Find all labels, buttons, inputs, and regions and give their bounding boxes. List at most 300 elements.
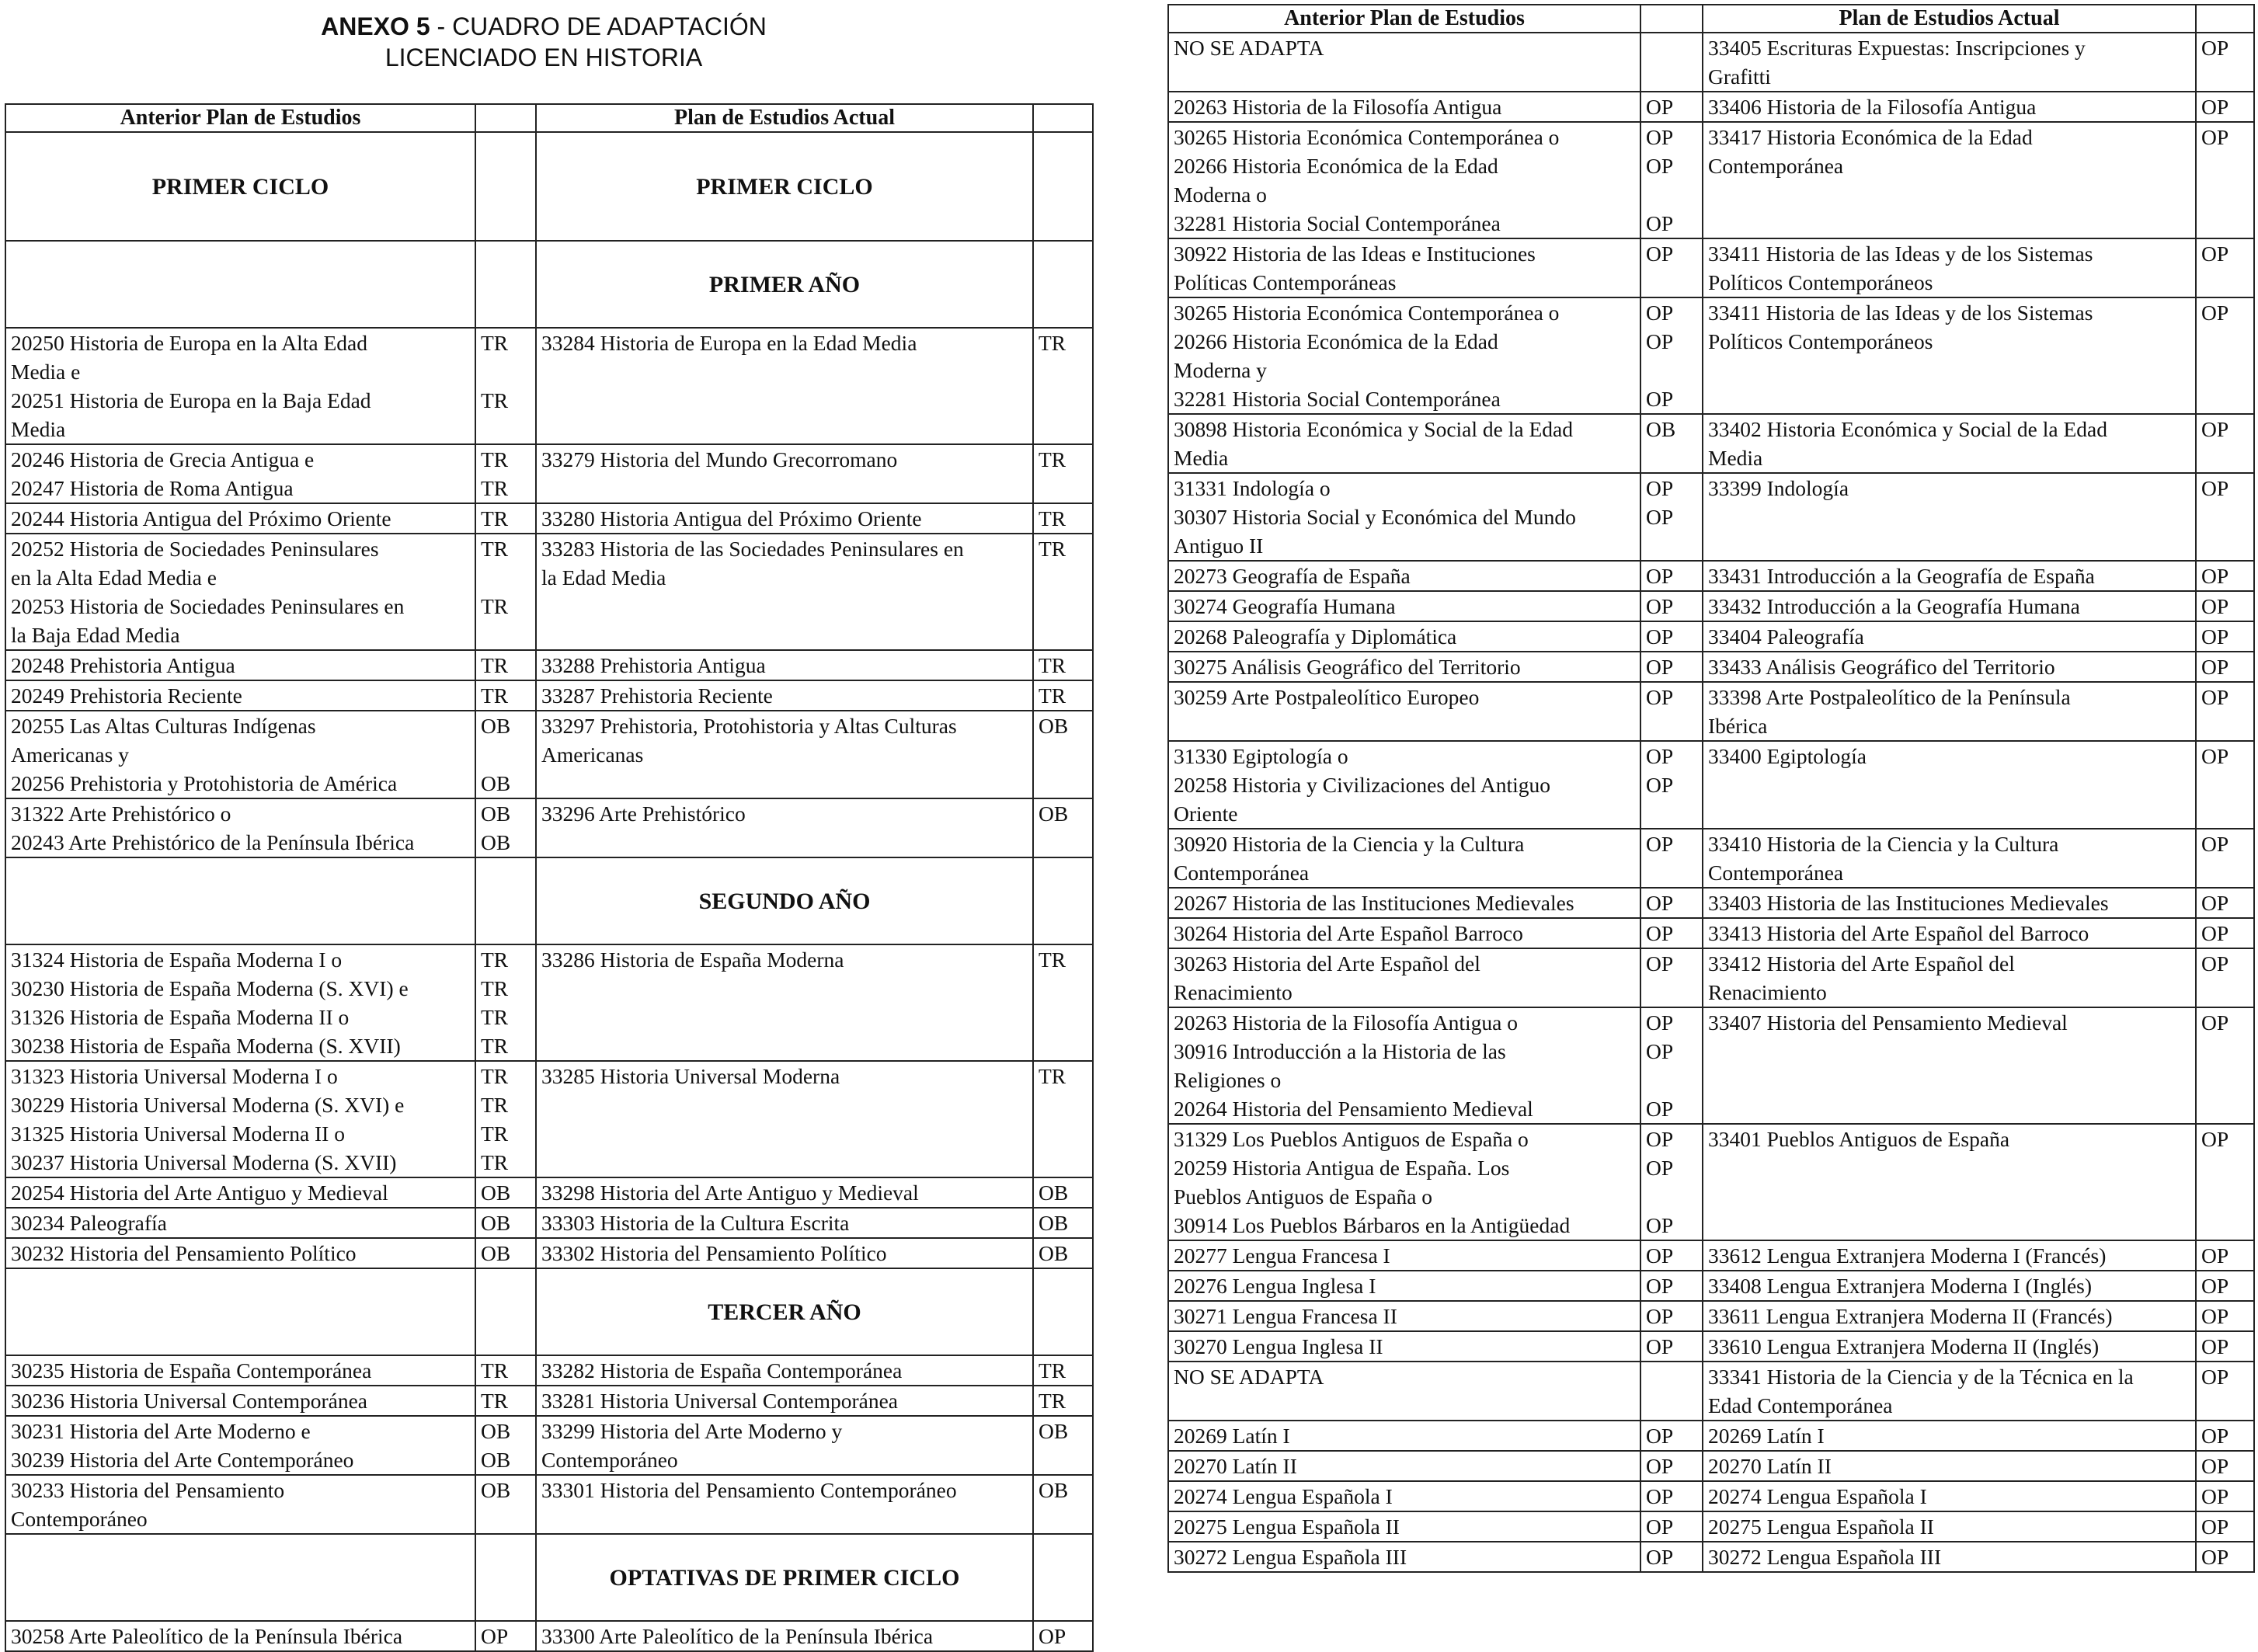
old-subjects-cell [1168,92,1640,122]
old-type-cell [1640,92,1703,122]
old-type-code: TR [481,1358,509,1382]
new-subject-cell [536,1416,1033,1475]
old-type-code: OB [481,1211,511,1235]
old-subjects-cell [5,798,475,857]
new-subject-line: 33417 Historia Económica de la Edad [1708,125,2033,149]
old-type-code: OP [1646,476,1674,500]
new-subject-cell [536,1061,1033,1177]
new-type-code: OP [2201,1424,2229,1448]
new-type-cell [1033,944,1093,1061]
old-subject-line: 32281 Historia Social Contemporánea [1174,387,1501,411]
new-subject-line: Políticos Contemporáneos [1708,329,1933,353]
new-subject-line: 33283 Historia de las Sociedades Peninsulares en [541,537,964,561]
old-subjects-cell [1168,682,1640,741]
old-type-code [1646,180,1697,209]
new-type-code: TR [1039,1064,1066,1088]
new-type-code: OB [1039,1241,1069,1265]
new-subject-line: 33288 Prehistoria Antigua [541,653,766,677]
old-subject-line: Políticas Contemporáneas [1174,270,1397,294]
table-row [1168,473,2254,561]
old-type-code: OB [1646,417,1676,441]
new-subject-cell [1703,1240,2196,1271]
old-subject-line: 20252 Historia de Sociedades Peninsulares [11,537,379,561]
new-type-header [1033,104,1093,132]
old-type-code: OP [1646,1515,1674,1539]
old-type-code: TR [481,653,509,677]
old-type-code: OP [1646,1243,1674,1268]
new-subject-cell [536,944,1033,1061]
table-row [5,1621,1093,1651]
new-subject-cell [1703,1542,2196,1572]
new-subject-line: 33411 Historia de las Ideas y de los Sistemas [1708,242,2093,266]
table-row [5,1061,1093,1177]
old-subject-line: Renacimiento [1174,980,1293,1004]
old-subjects-cell [1168,238,1640,297]
table-row [5,503,1093,534]
new-subject-cell [1703,1007,2196,1124]
old-type-code: OP [1646,655,1674,679]
new-type-cell [1033,1475,1093,1534]
old-type-code: TR [481,1150,509,1174]
new-type-code: TR [1039,447,1066,471]
old-subject-line: 31322 Arte Prehistórico o [11,802,231,826]
new-subject-line: 33404 Paleografía [1708,624,1864,649]
old-type-cell [1640,948,1703,1007]
new-subject-cell [1703,621,2196,652]
old-type-cell [1640,33,1703,92]
table-row [1168,238,2254,297]
new-subject-line: 33408 Lengua Extranjera Moderna I (Inglés) [1708,1274,2093,1298]
old-subject-line: 20248 Prehistoria Antigua [11,653,235,677]
new-type-code: OP [2201,564,2229,588]
old-type-code [1646,443,1697,472]
old-subject-line: 30898 Historia Económica y Social de la Edad [1174,417,1573,441]
new-plan-header: Plan de Estudios Actual [536,104,1033,132]
old-type-code: TR [481,1005,509,1029]
new-subject-line: 33341 Historia de la Ciencia y de la Técnica en la [1708,1365,2134,1389]
table-row [1168,1451,2254,1481]
table-row [1168,829,2254,888]
old-type-code: OB [481,1181,511,1205]
old-type-cell [475,503,536,534]
new-subject-cell [1703,888,2196,918]
old-subject-line: en la Alta Edad Media e [11,565,217,590]
new-subject-cell [1703,92,2196,122]
old-type-code: OP [1646,832,1674,856]
old-type-code [1646,1182,1697,1211]
old-type-code: OP [1646,1039,1674,1063]
new-plan-header: Plan de Estudios Actual [1703,5,2196,33]
old-subject-line: 20251 Historia de Europa en la Baja Edad [11,388,371,412]
new-type-cell [1033,650,1093,680]
new-subject-line: 33407 Historia del Pensamiento Medieval [1708,1010,2068,1035]
old-type-code: OP [1646,951,1674,976]
old-type-cell [1640,652,1703,682]
section-row [5,1268,1093,1355]
section-label: PRIMER CICLO [536,132,1033,241]
new-subject-cell [1703,1331,2196,1362]
section-spacer [475,1534,536,1621]
new-subject-line: Media [1708,446,1763,470]
new-type-code: OP [1039,1624,1066,1648]
new-subject-cell [536,798,1033,857]
right-table-body [1168,33,2254,1572]
new-subject-cell [1703,741,2196,829]
old-subject-line: 30265 Historia Económica Contemporánea o [1174,301,1560,325]
new-subject-line: 33286 Historia de España Moderna [541,948,844,972]
old-type-cell [1640,297,1703,414]
new-subject-line: 33611 Lengua Extranjera Moderna II (Francés) [1708,1304,2113,1328]
old-subjects-cell [1168,1301,1640,1331]
new-type-code: OP [2201,1304,2229,1328]
old-subject-line: 20258 Historia y Civilizaciones del Antiguo [1174,773,1551,797]
new-subject-line: 33400 Egiptología [1708,744,1867,768]
new-type-code: TR [1039,506,1066,530]
table-row [1168,1421,2254,1451]
new-subject-line: Contemporánea [1708,861,1844,885]
section-spacer [1033,1268,1093,1355]
table-row [5,328,1093,444]
table-row [5,1386,1093,1416]
table-row [1168,297,2254,414]
old-subject-line: 30230 Historia de España Moderna (S. XVI) e [11,976,409,1000]
old-type-code [481,1504,531,1533]
new-type-cell [2196,652,2254,682]
old-type-header [475,104,536,132]
old-subject-line: Oriente [1174,802,1238,826]
old-plan-header: Anterior Plan de Estudios [1168,5,1640,33]
old-type-code: TR [481,506,509,530]
new-type-cell [1033,444,1093,503]
old-type-cell [475,1416,536,1475]
new-type-cell [1033,1177,1093,1208]
new-subject-cell [1703,1301,2196,1331]
new-subject-cell [1703,1124,2196,1240]
old-subjects-cell [1168,1362,1640,1421]
new-type-header [2196,5,2254,33]
old-subject-line: Religiones o [1174,1068,1282,1092]
table-row [1168,1240,2254,1271]
old-subject-line: 30234 Paleografía [11,1211,167,1235]
old-type-code: TR [481,1034,509,1058]
old-subjects-cell [5,1355,475,1386]
new-subject-line: 33284 Historia de Europa en la Edad Media [541,331,917,355]
old-subjects-cell [1168,297,1640,414]
old-subjects-cell [1168,948,1640,1007]
new-type-cell [2196,1451,2254,1481]
old-type-code: OP [1646,1484,1674,1508]
new-subject-cell [1703,1451,2196,1481]
table-row [5,680,1093,711]
table-row [1168,1301,2254,1331]
section-row [5,132,1093,241]
table-row [1168,888,2254,918]
table-row [5,650,1093,680]
old-subject-line: Media [11,417,66,441]
adaptation-table-left [5,103,1094,1652]
new-type-cell [2196,948,2254,1007]
new-type-cell [2196,92,2254,122]
old-type-code [1646,858,1697,887]
table-row [1168,682,2254,741]
old-subjects-cell [1168,621,1640,652]
new-subject-line: 33432 Introducción a la Geografía Humana [1708,594,2080,618]
new-subject-cell [1703,829,2196,888]
new-type-cell [2196,1124,2254,1240]
old-type-code: OB [481,771,511,795]
old-type-code: OP [1646,594,1674,618]
document-title [194,11,893,73]
new-type-code: OB [1039,1419,1069,1443]
new-subject-line: Políticos Contemporáneos [1708,270,1933,294]
table-row [5,1416,1093,1475]
new-type-cell [2196,1007,2254,1124]
old-subjects-cell [5,1238,475,1268]
new-type-code: OB [1039,1211,1069,1235]
new-subject-line: 33431 Introducción a la Geografía de España [1708,564,2095,588]
old-type-code [481,563,531,592]
new-subject-cell [536,1621,1033,1651]
new-type-code: OP [2201,476,2229,500]
old-type-code: OP [1646,685,1674,709]
old-subjects-cell [5,1416,475,1475]
new-subject-cell [536,1386,1033,1416]
table-row [5,944,1093,1061]
new-type-cell [2196,1362,2254,1421]
section-spacer [475,857,536,944]
old-type-code: TR [481,1389,509,1413]
new-type-cell [1033,1238,1093,1268]
table-row [5,534,1093,650]
old-type-code [481,357,531,386]
old-subject-line: Americanas y [11,743,129,767]
old-type-code: TR [481,1093,509,1117]
old-type-cell [1640,682,1703,741]
old-subject-line: NO SE ADAPTA [1174,36,1324,60]
new-subject-line: 33411 Historia de las Ideas y de los Sistemas [1708,301,2093,325]
new-type-cell [1033,503,1093,534]
old-subjects-cell [5,503,475,534]
old-type-code [1646,356,1697,384]
old-type-code: OP [1646,744,1674,768]
old-type-code: OB [481,802,511,826]
old-subjects-cell [1168,918,1640,948]
old-type-code: OP [1646,95,1674,119]
new-type-cell [1033,1386,1093,1416]
old-type-code: TR [481,537,509,561]
old-subjects-cell [1168,1271,1640,1301]
old-subject-line: 31331 Indología o [1174,476,1331,500]
old-type-code: TR [481,594,509,618]
old-subject-line: Contemporáneo [11,1507,148,1531]
old-type-cell [475,328,536,444]
annex-label: ANEXO 5 [321,12,430,40]
old-type-code: OP [1646,1010,1674,1035]
new-subject-line: 20270 Latín II [1708,1454,1832,1478]
old-subject-line: 20250 Historia de Europa en la Alta Edad [11,331,367,355]
old-subjects-cell [5,1208,475,1238]
old-type-code: OP [1646,921,1674,945]
new-subject-cell [1703,1511,2196,1542]
title-line-1 [194,11,893,42]
old-type-cell [1640,888,1703,918]
old-subject-line: 30916 Introducción a la Historia de las [1174,1039,1506,1063]
new-type-code: OP [2201,921,2229,945]
old-subjects-cell [5,534,475,650]
old-subject-line: Antiguo II [1174,534,1264,558]
old-subjects-cell [5,680,475,711]
old-type-cell [1640,1421,1703,1451]
old-subject-line: 30229 Historia Universal Moderna (S. XVI) e [11,1093,405,1117]
section-label: SEGUNDO AÑO [536,857,1033,944]
section-label: OPTATIVAS DE PRIMER CICLO [536,1534,1033,1621]
old-subjects-cell [1168,829,1640,888]
old-type-code: OP [1646,505,1674,529]
old-subject-line: 31329 Los Pueblos Antiguos de España o [1174,1127,1529,1151]
new-subject-line: 33406 Historia de la Filosofía Antigua [1708,95,2037,119]
old-subjects-cell [1168,1421,1640,1451]
new-type-code: OP [2201,891,2229,915]
old-type-code: TR [481,388,509,412]
old-subjects-cell [5,328,475,444]
table-row [5,444,1093,503]
old-subject-line: 30265 Historia Económica Contemporánea o [1174,125,1560,149]
new-type-code: OP [2201,655,2229,679]
table-row [5,1475,1093,1534]
new-subject-line: 33399 Indología [1708,476,1849,500]
new-type-cell [2196,1542,2254,1572]
old-subject-line: 20254 Historia del Arte Antiguo y Medieval [11,1181,388,1205]
old-type-code: TR [481,948,509,972]
old-type-code: OP [1646,301,1674,325]
old-subject-line: 20259 Historia Antigua de España. Los [1174,1156,1510,1180]
new-subject-cell [1703,238,2196,297]
new-type-cell [1033,328,1093,444]
old-subject-line: 20243 Arte Prehistórico de la Península Ibérica [11,830,415,854]
new-subject-line: Contemporáneo [541,1448,678,1472]
new-type-code: OP [2201,125,2229,149]
old-type-code: OP [1646,1334,1674,1358]
old-type-code [481,415,531,443]
old-subject-line: Moderna y [1174,358,1267,382]
new-subject-line: 33298 Historia del Arte Antiguo y Medieval [541,1181,919,1205]
new-subject-cell [536,1238,1033,1268]
old-type-code: TR [481,447,509,471]
new-subject-line: Edad Contemporánea [1708,1393,1893,1417]
old-type-cell [475,1475,536,1534]
old-subjects-cell [5,444,475,503]
old-subject-line: NO SE ADAPTA [1174,1365,1324,1389]
left-table-body [5,132,1093,1651]
old-subject-line: 20274 Lengua Española I [1174,1484,1393,1508]
old-subjects-cell [1168,1007,1640,1124]
old-subject-line: Moderna o [1174,183,1267,207]
new-type-code: OP [2201,242,2229,266]
old-type-cell [1640,1301,1703,1331]
new-subject-line: 33280 Historia Antigua del Próximo Oriente [541,506,922,530]
new-subject-cell [536,680,1033,711]
new-subject-line: 33296 Arte Prehistórico [541,802,746,826]
table-row [1168,33,2254,92]
old-subject-line: 30914 Los Pueblos Bárbaros en la Antigüedad [1174,1213,1571,1237]
new-type-code: OP [2201,594,2229,618]
old-subject-line: 20276 Lengua Inglesa I [1174,1274,1376,1298]
new-subject-line: 30272 Lengua Española III [1708,1545,1942,1569]
old-subject-line: 31325 Historia Universal Moderna II o [11,1122,345,1146]
new-type-cell [2196,621,2254,652]
old-type-code: OP [1646,1454,1674,1478]
new-type-cell [1033,680,1093,711]
new-type-cell [1033,711,1093,798]
old-subjects-cell [1168,473,1640,561]
new-type-code: OP [2201,1010,2229,1035]
new-subject-line: 20269 Latín I [1708,1424,1825,1448]
table-row [5,798,1093,857]
new-type-code: OP [2201,832,2229,856]
table-row [1168,948,2254,1007]
new-type-cell [2196,1301,2254,1331]
new-type-cell [2196,682,2254,741]
section-row [5,241,1093,328]
old-subject-line: 20270 Latín II [1174,1454,1297,1478]
old-type-code: OP [1646,387,1674,411]
table-row [1168,918,2254,948]
table-row [1168,1362,2254,1421]
table-row [1168,1124,2254,1240]
table-row [5,1355,1093,1386]
new-type-cell [1033,798,1093,857]
new-subject-cell [536,1208,1033,1238]
new-subject-cell [536,1177,1033,1208]
new-subject-line: 33401 Pueblos Antiguos de España [1708,1127,2010,1151]
new-type-cell [2196,1511,2254,1542]
new-type-cell [1033,1061,1093,1177]
old-type-code: OP [1646,1156,1674,1180]
old-subjects-cell [1168,652,1640,682]
old-type-code: OP [481,1624,509,1648]
new-type-code: OP [2201,1243,2229,1268]
new-type-cell [2196,1331,2254,1362]
old-type-code: OP [1646,564,1674,588]
old-subject-line: 20273 Geografía de España [1174,564,1411,588]
section-spacer [1033,857,1093,944]
old-type-code [1646,1362,1697,1391]
old-type-code: OP [1646,125,1674,149]
old-subject-line: 20268 Paleografía y Diplomática [1174,624,1457,649]
old-subjects-cell [5,1177,475,1208]
new-subject-line: 33282 Historia de España Contemporánea [541,1358,903,1382]
new-type-code: OP [2201,951,2229,976]
old-type-code [481,621,531,649]
old-subject-line: la Baja Edad Media [11,623,180,647]
old-subject-line: 30236 Historia Universal Contemporánea [11,1389,367,1413]
old-subject-line: 20247 Historia de Roma Antigua [11,476,294,500]
new-subject-line: 33398 Arte Postpaleolítico de la Península [1708,685,2071,709]
section-spacer [475,241,536,328]
table-header-row [5,104,1093,132]
old-subjects-cell [1168,591,1640,621]
new-subject-line: Ibérica [1708,714,1768,738]
new-type-code: OP [2201,301,2229,325]
old-type-cell [475,534,536,650]
section-label-old: PRIMER CICLO [5,132,475,241]
old-subject-line: 30235 Historia de España Contemporánea [11,1358,372,1382]
new-type-code: TR [1039,653,1066,677]
old-type-cell [475,944,536,1061]
old-type-code: TR [481,1122,509,1146]
new-type-code: TR [1039,683,1066,708]
old-type-code [1646,531,1697,560]
